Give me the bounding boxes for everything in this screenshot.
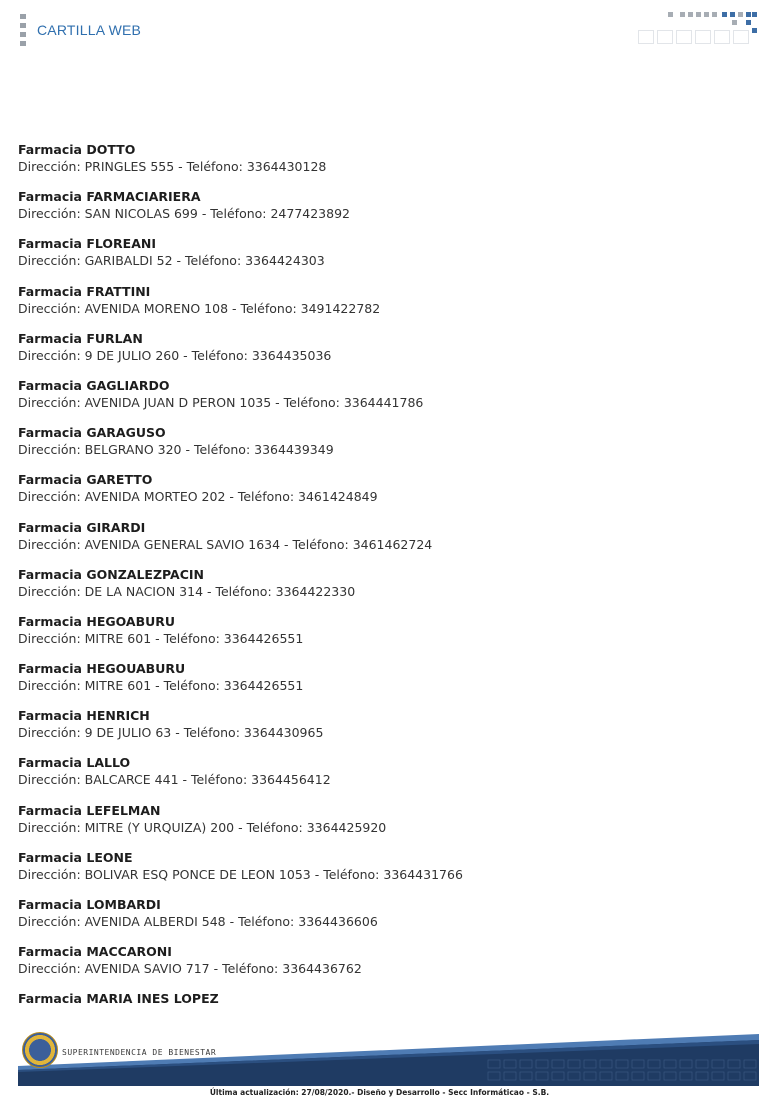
pharmacy-address: Dirección: MITRE 601 - Teléfono: 3364426551 (18, 630, 304, 646)
pharmacy-address: Dirección: 9 DE JULIO 63 - Teléfono: 3364430965 (18, 725, 324, 741)
pharmacy-address: Dirección: AVENIDA GENERAL SAVIO 1634 - Teléfono: 3461462724 (18, 536, 433, 552)
pharmacy-address: Dirección: BALCARCE 441 - Teléfono: 3364456412 (18, 772, 331, 788)
list-item (18, 661, 738, 708)
list-item (18, 614, 738, 661)
pharmacy-name: Farmacia GARAGUSO (18, 425, 166, 441)
footer-banner (18, 1032, 759, 1086)
pharmacy-address: Dirección: MITRE (Y URQUIZA) 200 - Teléfono: 3364425920 (18, 819, 387, 835)
page-title: CARTILLA WEB (37, 22, 142, 38)
pharmacy-name: Farmacia GAGLIARDO (18, 377, 170, 393)
pharmacy-name: Farmacia GARETTO (18, 472, 153, 488)
pharmacy-name: Farmacia FURLAN (18, 330, 143, 346)
list-item (18, 803, 738, 850)
pharmacy-name: Farmacia LOMBARDI (18, 897, 161, 912)
institution-seal-icon (22, 1032, 58, 1068)
list-item (18, 520, 738, 567)
list-item (18, 897, 738, 944)
pharmacy-address: Dirección: DE LA NACION 314 - Teléfono: 3364422330 (18, 583, 356, 599)
pharmacy-name: Farmacia FRATTINI (18, 283, 151, 299)
list-item (18, 472, 738, 519)
list-item (18, 567, 738, 614)
pharmacy-name: Farmacia GIRARDI (18, 519, 146, 535)
list-item (18, 755, 738, 802)
pharmacy-name: Farmacia LEONE (18, 849, 133, 865)
pharmacy-name: Farmacia HEGOUABURU (18, 661, 186, 677)
pharmacy-address: Dirección: SAN NICOLAS 699 - Teléfono: 2477423892 (18, 206, 350, 222)
pharmacy-address: Dirección: PRINGLES 555 - Teléfono: 3364430128 (18, 159, 327, 174)
pharmacy-address: Dirección: AVENIDA JUAN D PERON 1035 - Teléfono: 3364441786 (18, 394, 424, 410)
pharmacy-address: Dirección: AVENIDA ALBERDI 548 - Teléfono: 3364436606 (18, 914, 378, 929)
list-item (18, 378, 738, 425)
pharmacy-address: Dirección: AVENIDA MORENO 108 - Teléfono: 3491422782 (18, 300, 381, 316)
pharmacy-address: Dirección: BELGRANO 320 - Teléfono: 3364439349 (18, 442, 334, 458)
pharmacy-address: Dirección: AVENIDA SAVIO 717 - Teléfono: 3364436762 (18, 961, 362, 977)
last-update-text: Última actualización: 27/08/2020.- Diseño y Desarrollo - Secc Informáticao - S.B. (209, 1088, 550, 1097)
pharmacy-list (18, 142, 738, 1039)
pharmacy-address: Dirección: BOLIVAR ESQ PONCE DE LEON 1053 - Teléfono: 3364431766 (18, 866, 463, 882)
organization-name: SUPERINTENDENCIA DE BIENESTAR (62, 1048, 217, 1057)
list-item (18, 284, 738, 331)
list-item (18, 236, 738, 283)
pharmacy-name: Farmacia FLOREANI (18, 236, 156, 252)
pharmacy-name: Farmacia MACCARONI (18, 944, 172, 960)
pharmacy-address: Dirección: AVENIDA MORTEO 202 - Teléfono: 3461424849 (18, 489, 378, 505)
pharmacy-name: Farmacia GONZALEZPACIN (18, 566, 204, 582)
pharmacy-name: Farmacia HEGOABURU (18, 613, 176, 629)
pharmacy-name: Farmacia MARIA INES LOPEZ (18, 991, 219, 1007)
list-item (18, 850, 738, 897)
pharmacy-name: Farmacia DOTTO (18, 142, 136, 157)
list-item (18, 142, 738, 189)
pharmacy-name: Farmacia FARMACIARIERA (18, 189, 201, 205)
pharmacy-address: Dirección: 9 DE JULIO 260 - Teléfono: 3364435036 (18, 347, 332, 363)
list-item (18, 944, 738, 991)
pharmacy-name: Farmacia LALLO (18, 755, 131, 771)
pharmacy-address: Dirección: MITRE 601 - Teléfono: 3364426551 (18, 678, 304, 694)
list-item (18, 425, 738, 472)
pharmacy-name: Farmacia HENRICH (18, 708, 150, 724)
header-logo-bars (20, 14, 26, 46)
list-item (18, 331, 738, 378)
pharmacy-name: Farmacia LEFELMAN (18, 802, 161, 818)
header-decoration (636, 10, 759, 50)
list-item (18, 708, 738, 755)
pharmacy-address: Dirección: GARIBALDI 52 - Teléfono: 3364424303 (18, 253, 325, 269)
list-item (18, 189, 738, 236)
